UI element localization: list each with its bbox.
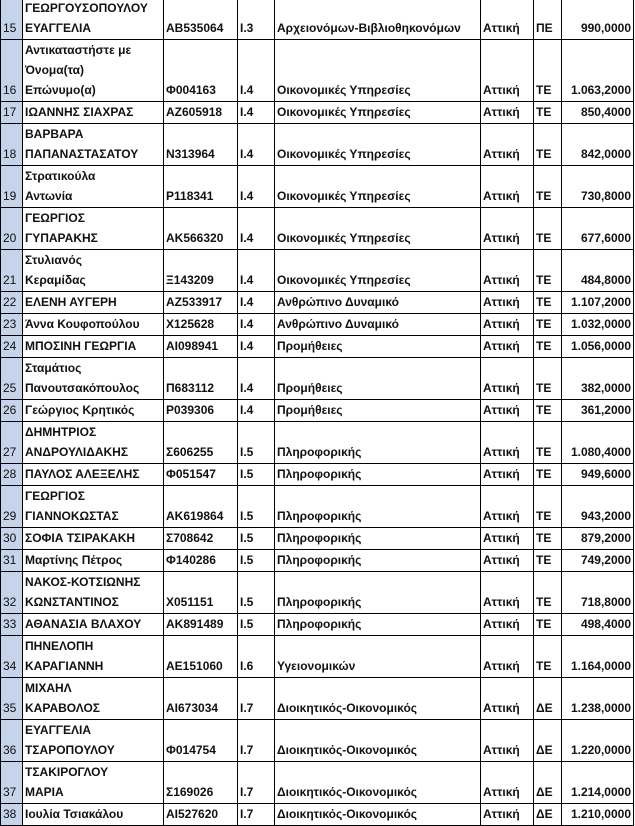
department-cell[interactable]: Πληροφορικής [275, 572, 481, 614]
row-number-cell[interactable]: 29 [1, 486, 23, 528]
code-cell[interactable]: Ι.4 [238, 400, 275, 422]
row-number-cell[interactable]: 35 [1, 678, 23, 720]
category-cell[interactable]: ΤΕ [534, 422, 562, 464]
name-cell[interactable] [23, 40, 164, 102]
region-cell[interactable]: Αττική [481, 358, 534, 400]
table-row [1, 250, 634, 292]
name-cell[interactable] [23, 400, 164, 422]
row-number-cell[interactable]: 15 [1, 0, 23, 40]
table-row [1, 292, 634, 314]
id-cell[interactable]: Σ169026 [164, 762, 238, 804]
category-cell[interactable]: ΤΕ [534, 40, 562, 102]
id-cell[interactable]: Σ606255 [164, 422, 238, 464]
code-cell[interactable]: Ι.6 [238, 636, 275, 678]
row-number-cell[interactable]: 36 [1, 720, 23, 762]
name-line: Άννα Κουφοπούλου [25, 317, 140, 331]
code-cell[interactable]: Ι.5 [238, 422, 275, 464]
code-cell[interactable]: Ι.4 [238, 292, 275, 314]
department-cell[interactable]: Οικονομικές Υπηρεσίες [275, 166, 481, 208]
row-number-cell[interactable]: 27 [1, 422, 23, 464]
row-number-cell[interactable]: 33 [1, 614, 23, 636]
table-row [1, 636, 634, 678]
category-cell[interactable]: ΤΕ [534, 572, 562, 614]
name-line: ΠΑΥΛΟΣ ΑΛΕΞΕΛΗΣ [25, 467, 140, 481]
name-cell[interactable] [23, 336, 164, 358]
region-cell[interactable]: Αττική [481, 528, 534, 550]
name-line: ΕΛΕΝΗ ΑΥΓΕΡΗ [25, 295, 117, 309]
category-cell[interactable]: ΔΕ [534, 720, 562, 762]
code-cell[interactable]: Ι.4 [238, 102, 275, 124]
value-cell[interactable]: 1.220,0000 [562, 720, 634, 762]
code-cell[interactable]: Ι.5 [238, 550, 275, 572]
name-line: Αντικαταστήστε με [25, 43, 132, 57]
department-cell[interactable]: Διοικητικός-Οικονομικός [275, 678, 481, 720]
region-cell[interactable]: Αττική [481, 762, 534, 804]
name-line: ΕΥΑΓΓΕΛΙΑ [25, 723, 92, 737]
code-cell[interactable]: Ι.4 [238, 124, 275, 166]
category-cell[interactable]: ΤΕ [534, 166, 562, 208]
code-cell[interactable]: Ι.4 [238, 336, 275, 358]
name-line: ΣΟΦΙΑ ΤΣΙΡΑΚΑΚΗ [25, 531, 136, 545]
region-cell[interactable]: Αττική [481, 314, 534, 336]
name-cell[interactable] [23, 804, 164, 826]
region-cell[interactable]: Αττική [481, 804, 534, 826]
name-line: ΕΥΑΓΓΕΛΙΑ [25, 21, 92, 35]
code-cell[interactable]: Ι.7 [238, 678, 275, 720]
region-cell[interactable]: Αττική [481, 572, 534, 614]
category-cell[interactable]: ΔΕ [534, 678, 562, 720]
name-cell[interactable] [23, 464, 164, 486]
value-cell[interactable]: 1.210,0000 [562, 804, 634, 826]
row-number-cell[interactable]: 24 [1, 336, 23, 358]
region-cell[interactable]: Αττική [481, 0, 534, 40]
code-cell[interactable]: Ι.4 [238, 314, 275, 336]
code-cell[interactable]: Ι.3 [238, 0, 275, 40]
row-number-cell[interactable]: 25 [1, 358, 23, 400]
value-cell[interactable]: 1.080,4000 [562, 422, 634, 464]
category-cell[interactable]: ΤΕ [534, 528, 562, 550]
name-cell[interactable] [23, 572, 164, 614]
name-line: ΒΑΡΒΑΡΑ [25, 127, 84, 141]
region-cell[interactable]: Αττική [481, 400, 534, 422]
code-cell[interactable]: Ι.4 [238, 40, 275, 102]
category-cell[interactable]: ΤΕ [534, 358, 562, 400]
category-cell[interactable]: ΤΕ [534, 400, 562, 422]
row-number-cell[interactable]: 38 [1, 804, 23, 826]
name-line: ΙΩΑΝΝΗΣ ΣΙΑΧΡΑΣ [25, 105, 134, 119]
name-line: ΤΣΑΡΟΠΟΥΛΟΥ [25, 743, 115, 757]
department-cell[interactable]: Πληροφορικής [275, 614, 481, 636]
id-cell[interactable]: Ρ039306 [164, 400, 238, 422]
name-line: ΠΑΠΑΝΑΣΤΑΣΑΤΟΥ [25, 147, 139, 161]
name-line: Όνομα(τα) [25, 63, 85, 77]
id-cell[interactable]: Φ051547 [164, 464, 238, 486]
name-line: ΓΕΩΡΓΙΟΣ [25, 489, 85, 503]
category-cell[interactable]: ΤΕ [534, 550, 562, 572]
row-number-cell[interactable]: 30 [1, 528, 23, 550]
category-cell[interactable]: ΤΕ [534, 208, 562, 250]
value-cell[interactable]: 1.032,0000 [562, 314, 634, 336]
name-line: ΜΠΟΣΙΝΗ ΓΕΩΡΓΙΑ [25, 339, 137, 353]
name-line: ΜΙΧΑΗΛ [25, 681, 72, 695]
department-cell[interactable]: Πληροφορικής [275, 464, 481, 486]
code-cell[interactable]: Ι.5 [238, 614, 275, 636]
row-number-cell[interactable]: 17 [1, 102, 23, 124]
region-cell[interactable]: Αττική [481, 166, 534, 208]
name-line: ΓΕΩΡΓΙΟΣ [25, 211, 85, 225]
id-cell[interactable]: ΑΖ605918 [164, 102, 238, 124]
row-number-cell[interactable]: 18 [1, 124, 23, 166]
name-cell[interactable] [23, 0, 164, 40]
table-row [1, 0, 634, 40]
table-row [1, 486, 634, 528]
department-cell[interactable]: Οικονομικές Υπηρεσίες [275, 208, 481, 250]
table-row [1, 678, 634, 720]
row-number-cell[interactable]: 21 [1, 250, 23, 292]
value-cell[interactable]: 730,8000 [562, 166, 634, 208]
table-row [1, 358, 634, 400]
name-cell[interactable] [23, 550, 164, 572]
name-line: ΚΑΡΑΓΙΑΝΝΗ [25, 659, 104, 673]
table-row [1, 572, 634, 614]
table-row [1, 40, 634, 102]
id-cell[interactable]: Φ140286 [164, 550, 238, 572]
value-cell[interactable]: 677,6000 [562, 208, 634, 250]
table-row [1, 208, 634, 250]
department-cell[interactable]: Πληροφορικής [275, 550, 481, 572]
name-line: Μαρτίνης Πέτρος [25, 553, 123, 567]
name-cell[interactable] [23, 528, 164, 550]
name-line: ΚΑΡΑΒΟΛΟΣ [25, 701, 101, 715]
table-row [1, 336, 634, 358]
name-line: ΠΗΝΕΛΟΠΗ [25, 639, 94, 653]
id-cell[interactable]: ΑΚ619864 [164, 486, 238, 528]
value-cell[interactable]: 1.214,0000 [562, 762, 634, 804]
id-cell[interactable]: ΑΖ533917 [164, 292, 238, 314]
code-cell[interactable]: Ι.4 [238, 250, 275, 292]
table-row [1, 422, 634, 464]
category-cell[interactable]: ΤΕ [534, 464, 562, 486]
category-cell[interactable]: ΤΕ [534, 486, 562, 528]
row-number-cell[interactable]: 16 [1, 40, 23, 102]
name-cell[interactable] [23, 422, 164, 464]
value-cell[interactable]: 1.107,2000 [562, 292, 634, 314]
code-cell[interactable]: Ι.4 [238, 358, 275, 400]
row-number-cell[interactable]: 20 [1, 208, 23, 250]
code-cell[interactable]: Ι.4 [238, 208, 275, 250]
id-cell[interactable]: ΑΙ673034 [164, 678, 238, 720]
department-cell[interactable]: Προμήθειες [275, 358, 481, 400]
table-row [1, 550, 634, 572]
department-cell[interactable]: Ανθρώπινο Δυναμικό [275, 292, 481, 314]
table-row [1, 762, 634, 804]
value-cell[interactable]: 382,0000 [562, 358, 634, 400]
region-cell[interactable]: Αττική [481, 422, 534, 464]
row-number-cell[interactable]: 34 [1, 636, 23, 678]
id-cell[interactable]: Χ051151 [164, 572, 238, 614]
department-cell[interactable]: Πληροφορικής [275, 486, 481, 528]
region-cell[interactable]: Αττική [481, 336, 534, 358]
id-cell[interactable]: ΑΒ535064 [164, 0, 238, 40]
code-cell[interactable]: Ι.5 [238, 486, 275, 528]
code-cell[interactable]: Ι.7 [238, 804, 275, 826]
row-number-cell[interactable]: 22 [1, 292, 23, 314]
name-cell[interactable] [23, 614, 164, 636]
region-cell[interactable]: Αττική [481, 292, 534, 314]
value-cell[interactable]: 990,0000 [562, 0, 634, 40]
category-cell[interactable]: ΤΕ [534, 636, 562, 678]
id-cell[interactable]: Ρ118341 [164, 166, 238, 208]
id-cell[interactable]: Φ004163 [164, 40, 238, 102]
value-cell[interactable]: 949,6000 [562, 464, 634, 486]
code-cell[interactable]: Ι.7 [238, 720, 275, 762]
category-cell[interactable]: ΔΕ [534, 804, 562, 826]
name-cell[interactable] [23, 208, 164, 250]
region-cell[interactable]: Αττική [481, 486, 534, 528]
name-line: Στυλιανός [25, 253, 82, 267]
name-cell[interactable] [23, 358, 164, 400]
table-row [1, 720, 634, 762]
region-cell[interactable]: Αττική [481, 614, 534, 636]
category-cell[interactable]: ΔΕ [534, 762, 562, 804]
id-cell[interactable]: Π683112 [164, 358, 238, 400]
department-cell[interactable]: Διοικητικός-Οικονομικός [275, 804, 481, 826]
category-cell[interactable]: ΤΕ [534, 314, 562, 336]
region-cell[interactable]: Αττική [481, 124, 534, 166]
department-cell[interactable]: Οικονομικές Υπηρεσίες [275, 40, 481, 102]
category-cell[interactable]: ΤΕ [534, 336, 562, 358]
row-number-cell[interactable]: 23 [1, 314, 23, 336]
value-cell[interactable]: 749,2000 [562, 550, 634, 572]
department-cell[interactable]: Πληροφορικής [275, 528, 481, 550]
department-cell[interactable]: Διοικητικός-Οικονομικός [275, 720, 481, 762]
category-cell[interactable]: ΤΕ [534, 124, 562, 166]
row-number-cell[interactable]: 26 [1, 400, 23, 422]
code-cell[interactable]: Ι.5 [238, 528, 275, 550]
name-line: ΓΥΠΑΡΑΚΗΣ [25, 231, 98, 245]
department-cell[interactable]: Προμήθειες [275, 336, 481, 358]
name-line: ΓΙΑΝΝΟΚΩΣΤΑΣ [25, 509, 119, 523]
table-row [1, 528, 634, 550]
name-line: ΜΑΡΙΑ [25, 785, 64, 799]
category-cell[interactable]: ΤΕ [534, 102, 562, 124]
category-cell[interactable]: ΤΕ [534, 292, 562, 314]
name-line: ΚΩΝΣΤΑΝΤΙΝΟΣ [25, 595, 119, 609]
table-row [1, 314, 634, 336]
id-cell[interactable]: ΑΙ098941 [164, 336, 238, 358]
id-cell[interactable]: ΑΚ891489 [164, 614, 238, 636]
department-cell[interactable]: Αρχειονόμων-Βιβλιοθηκονόμων [275, 0, 481, 40]
code-cell[interactable]: Ι.5 [238, 572, 275, 614]
value-cell[interactable]: 1.164,0000 [562, 636, 634, 678]
name-cell[interactable] [23, 314, 164, 336]
name-cell[interactable] [23, 250, 164, 292]
table-row [1, 464, 634, 486]
id-cell[interactable]: Χ125628 [164, 314, 238, 336]
name-line: ΓΕΩΡΓΟΥΣΟΠΟΥΛΟΥ [25, 1, 148, 15]
row-number-cell[interactable]: 32 [1, 572, 23, 614]
table-row [1, 166, 634, 208]
department-cell[interactable]: Πληροφορικής [275, 422, 481, 464]
table-row [1, 614, 634, 636]
category-cell[interactable]: ΠΕ [534, 0, 562, 40]
department-cell[interactable]: Ανθρώπινο Δυναμικό [275, 314, 481, 336]
category-cell[interactable]: ΤΕ [534, 250, 562, 292]
name-line: Πανουτσακόπουλος [25, 381, 140, 395]
id-cell[interactable]: ΑΙ527620 [164, 804, 238, 826]
name-cell[interactable] [23, 762, 164, 804]
value-cell[interactable]: 850,4000 [562, 102, 634, 124]
name-cell[interactable] [23, 720, 164, 762]
code-cell[interactable]: Ι.7 [238, 762, 275, 804]
region-cell[interactable]: Αττική [481, 208, 534, 250]
name-line: ΤΣΑΚΙΡΟΓΛΟΥ [25, 765, 109, 779]
table-body [1, 0, 634, 826]
name-line: Επώνυμο(α) [25, 83, 96, 97]
department-cell[interactable]: Διοικητικός-Οικονομικός [275, 762, 481, 804]
value-cell[interactable]: 1.063,2000 [562, 40, 634, 102]
value-cell[interactable]: 484,8000 [562, 250, 634, 292]
name-cell[interactable] [23, 486, 164, 528]
name-line: Γεώργιος Κρητικός [25, 403, 135, 417]
department-cell[interactable]: Προμήθειες [275, 400, 481, 422]
row-number-cell[interactable]: 31 [1, 550, 23, 572]
region-cell[interactable]: Αττική [481, 102, 534, 124]
name-line: Ιουλία Τσιακάλου [25, 807, 124, 821]
value-cell[interactable]: 361,2000 [562, 400, 634, 422]
id-cell[interactable]: Ξ143209 [164, 250, 238, 292]
value-cell[interactable]: 1.056,0000 [562, 336, 634, 358]
code-cell[interactable]: Ι.5 [238, 464, 275, 486]
department-cell[interactable]: Οικονομικές Υπηρεσίες [275, 250, 481, 292]
value-cell[interactable]: 879,2000 [562, 528, 634, 550]
name-line: ΔΗΜΗΤΡΙΟΣ [25, 425, 97, 439]
region-cell[interactable]: Αττική [481, 550, 534, 572]
id-cell[interactable]: Ν313964 [164, 124, 238, 166]
name-cell[interactable] [23, 102, 164, 124]
id-cell[interactable]: ΑΚ566320 [164, 208, 238, 250]
name-cell[interactable] [23, 166, 164, 208]
region-cell[interactable]: Αττική [481, 636, 534, 678]
code-cell[interactable]: Ι.4 [238, 166, 275, 208]
value-cell[interactable]: 498,4000 [562, 614, 634, 636]
name-line: ΑΝΔΡΟΥΛΙΔΑΚΗΣ [25, 445, 129, 459]
region-cell[interactable]: Αττική [481, 40, 534, 102]
department-cell[interactable]: Υγειονομικών [275, 636, 481, 678]
id-cell[interactable]: Σ708642 [164, 528, 238, 550]
name-line: Κεραμίδας [25, 273, 86, 287]
name-cell[interactable] [23, 292, 164, 314]
id-cell[interactable]: Φ014754 [164, 720, 238, 762]
value-cell[interactable]: 1.238,0000 [562, 678, 634, 720]
value-cell[interactable]: 842,0000 [562, 124, 634, 166]
name-line: ΝΑΚΟΣ-ΚΟΤΣΙΩΝΗΣ [25, 575, 141, 589]
region-cell[interactable]: Αττική [481, 250, 534, 292]
row-number-cell[interactable]: 19 [1, 166, 23, 208]
name-line: Σταμάτιος [25, 361, 82, 375]
department-cell[interactable]: Οικονομικές Υπηρεσίες [275, 102, 481, 124]
name-cell[interactable] [23, 678, 164, 720]
name-line: Αντωνία [25, 189, 73, 203]
name-cell[interactable] [23, 124, 164, 166]
value-cell[interactable]: 718,8000 [562, 572, 634, 614]
table-row [1, 124, 634, 166]
table-row [1, 400, 634, 422]
id-cell[interactable]: ΑΕ151060 [164, 636, 238, 678]
name-line: ΑΘΑΝΑΣΙΑ ΒΛΑΧΟΥ [25, 617, 142, 631]
category-cell[interactable]: ΤΕ [534, 614, 562, 636]
region-cell[interactable]: Αττική [481, 678, 534, 720]
region-cell[interactable]: Αττική [481, 720, 534, 762]
department-cell[interactable]: Οικονομικές Υπηρεσίες [275, 124, 481, 166]
region-cell[interactable]: Αττική [481, 464, 534, 486]
table-row [1, 102, 634, 124]
row-number-cell[interactable]: 28 [1, 464, 23, 486]
name-cell[interactable] [23, 636, 164, 678]
value-cell[interactable]: 943,2000 [562, 486, 634, 528]
row-number-cell[interactable]: 37 [1, 762, 23, 804]
name-line: Στρατικούλα [25, 169, 96, 183]
table-row [1, 804, 634, 826]
